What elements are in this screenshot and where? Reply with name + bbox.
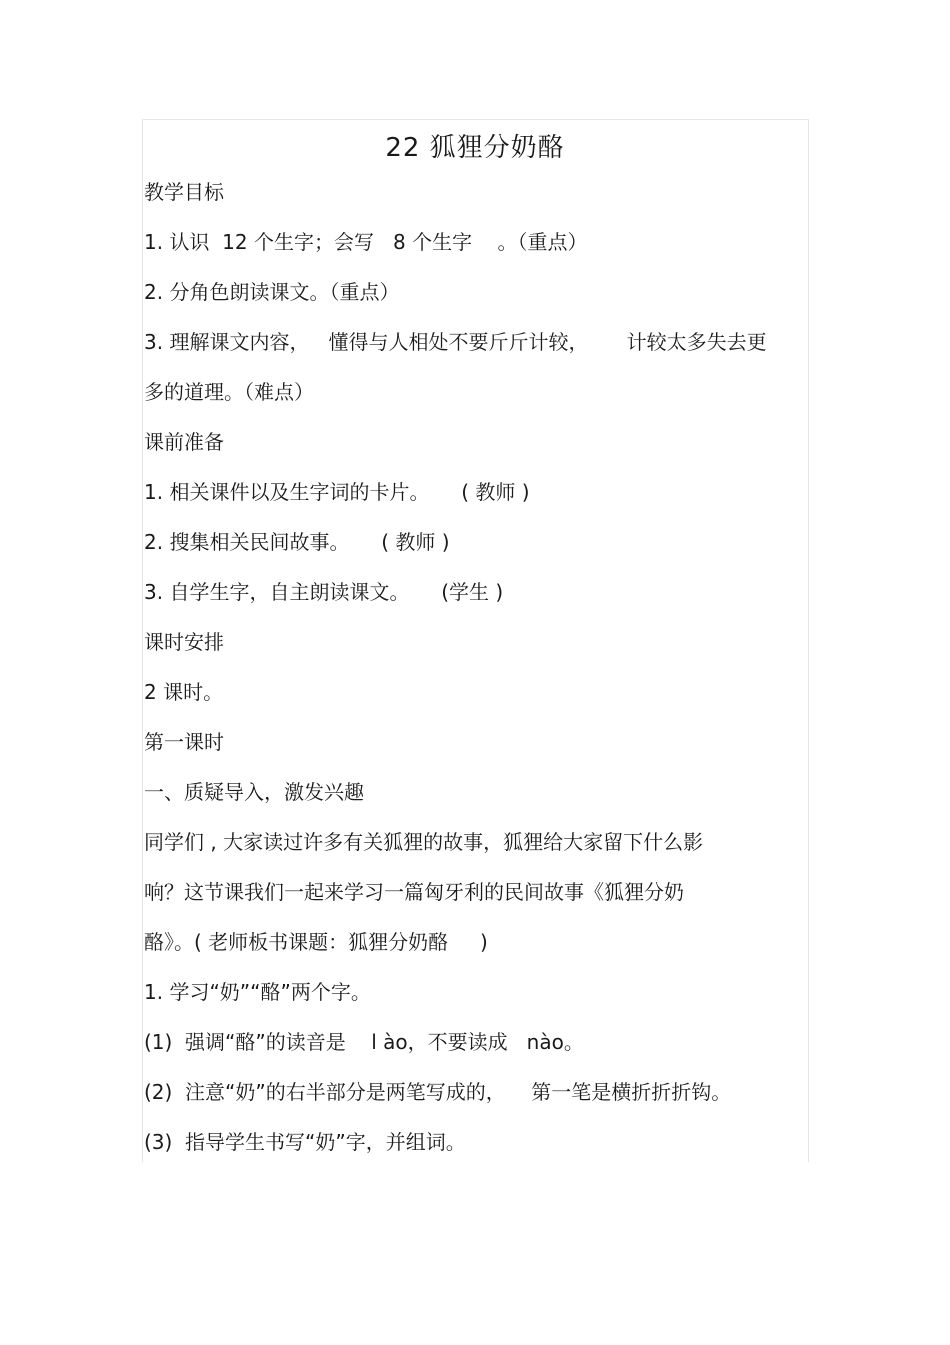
- heading-preparation: 课前准备: [144, 430, 224, 454]
- heading-first-lesson: 第一课时: [144, 730, 224, 754]
- goal-item-3: 3. 理解课文内容， 懂得与人相处不要斤斤计较， 计较太多失去更: [144, 330, 767, 354]
- goal-item-1: 1. 认识 12 个生字；会写 8 个生字 。（重点）: [144, 230, 588, 254]
- study-subitem-2: (2) 注意“奶”的右半部分是两笔写成的， 第一笔是横折折折钩。: [144, 1080, 732, 1104]
- study-subitem-1: (1) 强调“酪”的读音是 l ào，不要读成 nào。: [144, 1030, 584, 1054]
- section-heading-intro: 一、质疑导入，激发兴趣: [144, 780, 364, 804]
- study-subitem-3: (3) 指导学生书写“奶”字，并组词。: [144, 1130, 466, 1154]
- prep-item-1: 1. 相关课件以及生字词的卡片。 ( 教师 ): [144, 480, 530, 504]
- paragraph-line-2: 响？这节课我们一起来学习一篇匈牙利的民间故事《狐狸分奶: [144, 880, 684, 904]
- document-title: 22 狐狸分奶酪: [385, 133, 565, 163]
- prep-item-2: 2. 搜集相关民间故事。 ( 教师 ): [144, 530, 450, 554]
- schedule-text: 2 课时。: [144, 680, 224, 704]
- paragraph-line-3: 酪》。( 老师板书课题：狐狸分奶酪 ): [144, 930, 488, 954]
- heading-teaching-goals: 教学目标: [144, 180, 224, 204]
- paragraph-line-1: 同学们 , 大家读过许多有关狐狸的故事，狐狸给大家留下什么影: [144, 830, 704, 854]
- goal-item-3-continued: 多的道理。（难点）: [144, 380, 314, 404]
- prep-item-3: 3. 自学生字，自主朗读课文。 (学生 ): [144, 580, 504, 604]
- goal-item-2: 2. 分角色朗读课文。（重点）: [144, 280, 400, 304]
- study-item-1: 1. 学习“奶”“酪”两个字。: [144, 980, 371, 1004]
- heading-schedule: 课时安排: [144, 630, 224, 654]
